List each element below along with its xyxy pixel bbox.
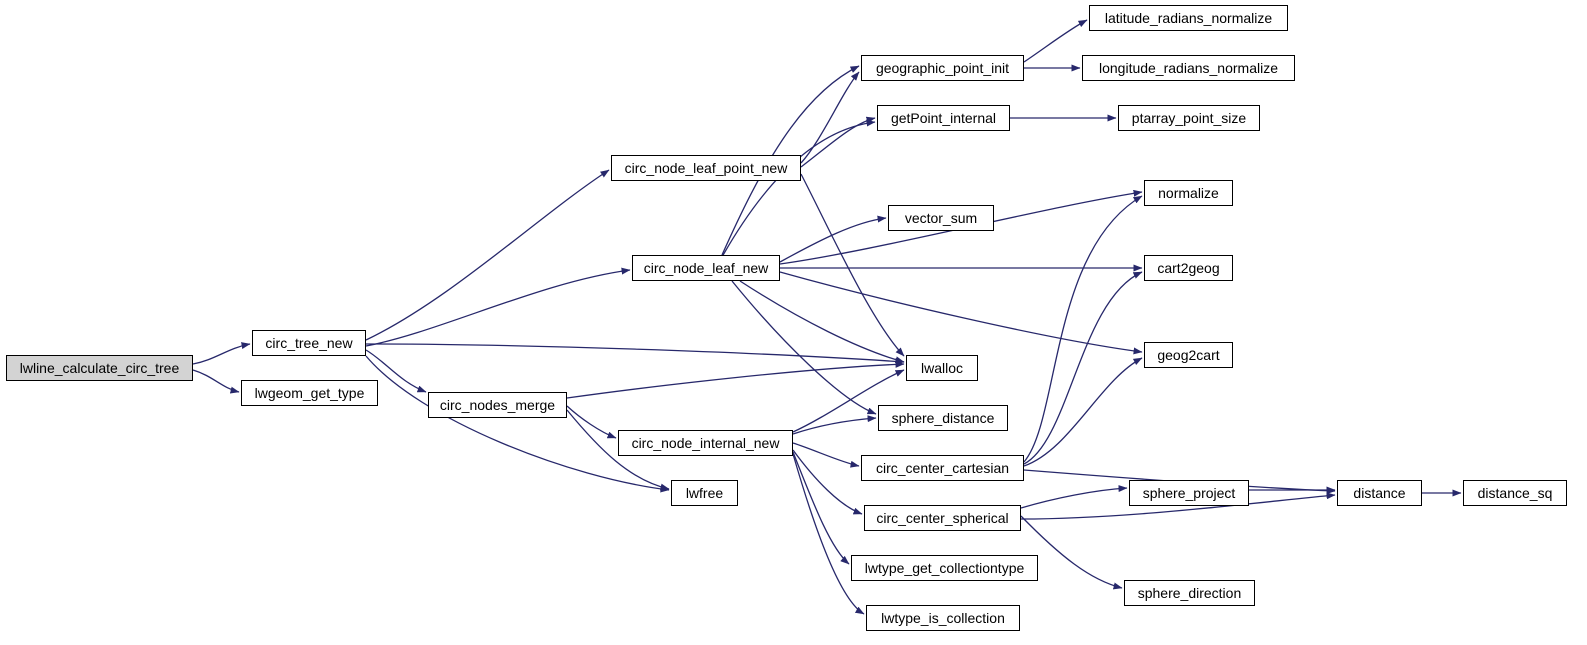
node-getpoint-internal[interactable] <box>877 105 1010 131</box>
node-label: lwtype_get_collectiontype <box>864 560 1025 576</box>
node-distance-sq[interactable] <box>1463 480 1567 506</box>
node-lwline-calculate-circ-tree[interactable] <box>6 355 193 381</box>
node-label: circ_center_spherical <box>876 510 1009 526</box>
node-label: getPoint_internal <box>890 110 997 126</box>
node-sphere-direction[interactable] <box>1124 580 1255 606</box>
node-label: longitude_radians_normalize <box>1098 60 1278 76</box>
node-label: circ_node_leaf_point_new <box>624 160 788 176</box>
node-label: sphere_project <box>1142 485 1236 501</box>
node-label: circ_tree_new <box>265 335 353 351</box>
node-distance[interactable] <box>1337 480 1422 506</box>
node-longitude-radians-normalize[interactable] <box>1082 55 1295 81</box>
node-label: lwline_calculate_circ_tree <box>19 360 180 376</box>
node-circ-tree-new[interactable] <box>252 330 366 356</box>
node-label: sphere_distance <box>891 410 995 426</box>
node-lwtype-is-collection[interactable] <box>866 605 1020 631</box>
node-lwalloc[interactable] <box>906 355 978 381</box>
node-label: sphere_direction <box>1137 585 1242 601</box>
node-sphere-project[interactable] <box>1129 480 1249 506</box>
node-label: distance <box>1353 485 1406 501</box>
node-circ-node-leaf-point-new[interactable] <box>611 155 801 181</box>
node-label: cart2geog <box>1157 260 1220 276</box>
node-label: circ_nodes_merge <box>439 397 556 413</box>
node-geog2cart[interactable] <box>1144 342 1233 368</box>
node-circ-center-spherical[interactable] <box>864 505 1021 531</box>
node-label: circ_node_leaf_new <box>643 260 769 276</box>
node-label: circ_center_cartesian <box>875 460 1010 476</box>
node-label: normalize <box>1158 185 1219 201</box>
node-label: vector_sum <box>904 210 978 226</box>
node-circ-nodes-merge[interactable] <box>428 392 567 418</box>
node-geographic-point-init[interactable] <box>861 55 1024 81</box>
node-circ-node-leaf-new[interactable] <box>632 255 780 281</box>
node-label: lwtype_is_collection <box>881 610 1005 626</box>
node-ptarray-point-size[interactable] <box>1118 105 1260 131</box>
node-label: ptarray_point_size <box>1131 110 1247 126</box>
node-label: lwgeom_get_type <box>254 385 365 401</box>
node-lwtype-get-collectiontype[interactable] <box>851 555 1038 581</box>
node-normalize[interactable] <box>1144 180 1233 206</box>
node-sphere-distance[interactable] <box>878 405 1008 431</box>
node-lwfree[interactable] <box>671 480 738 506</box>
node-circ-node-internal-new[interactable] <box>618 430 793 456</box>
node-lwgeom-get-type[interactable] <box>241 380 378 406</box>
node-label: circ_node_internal_new <box>631 435 780 451</box>
node-vector-sum[interactable] <box>888 205 994 231</box>
node-cart2geog[interactable] <box>1144 255 1233 281</box>
node-latitude-radians-normalize[interactable] <box>1089 5 1288 31</box>
node-label: lwfree <box>685 485 724 501</box>
node-circ-center-cartesian[interactable] <box>861 455 1024 481</box>
node-label: distance_sq <box>1477 485 1553 501</box>
node-label: geog2cart <box>1157 347 1220 363</box>
node-label: geographic_point_init <box>875 60 1010 76</box>
node-label: latitude_radians_normalize <box>1104 10 1273 26</box>
node-label: lwalloc <box>920 360 963 376</box>
